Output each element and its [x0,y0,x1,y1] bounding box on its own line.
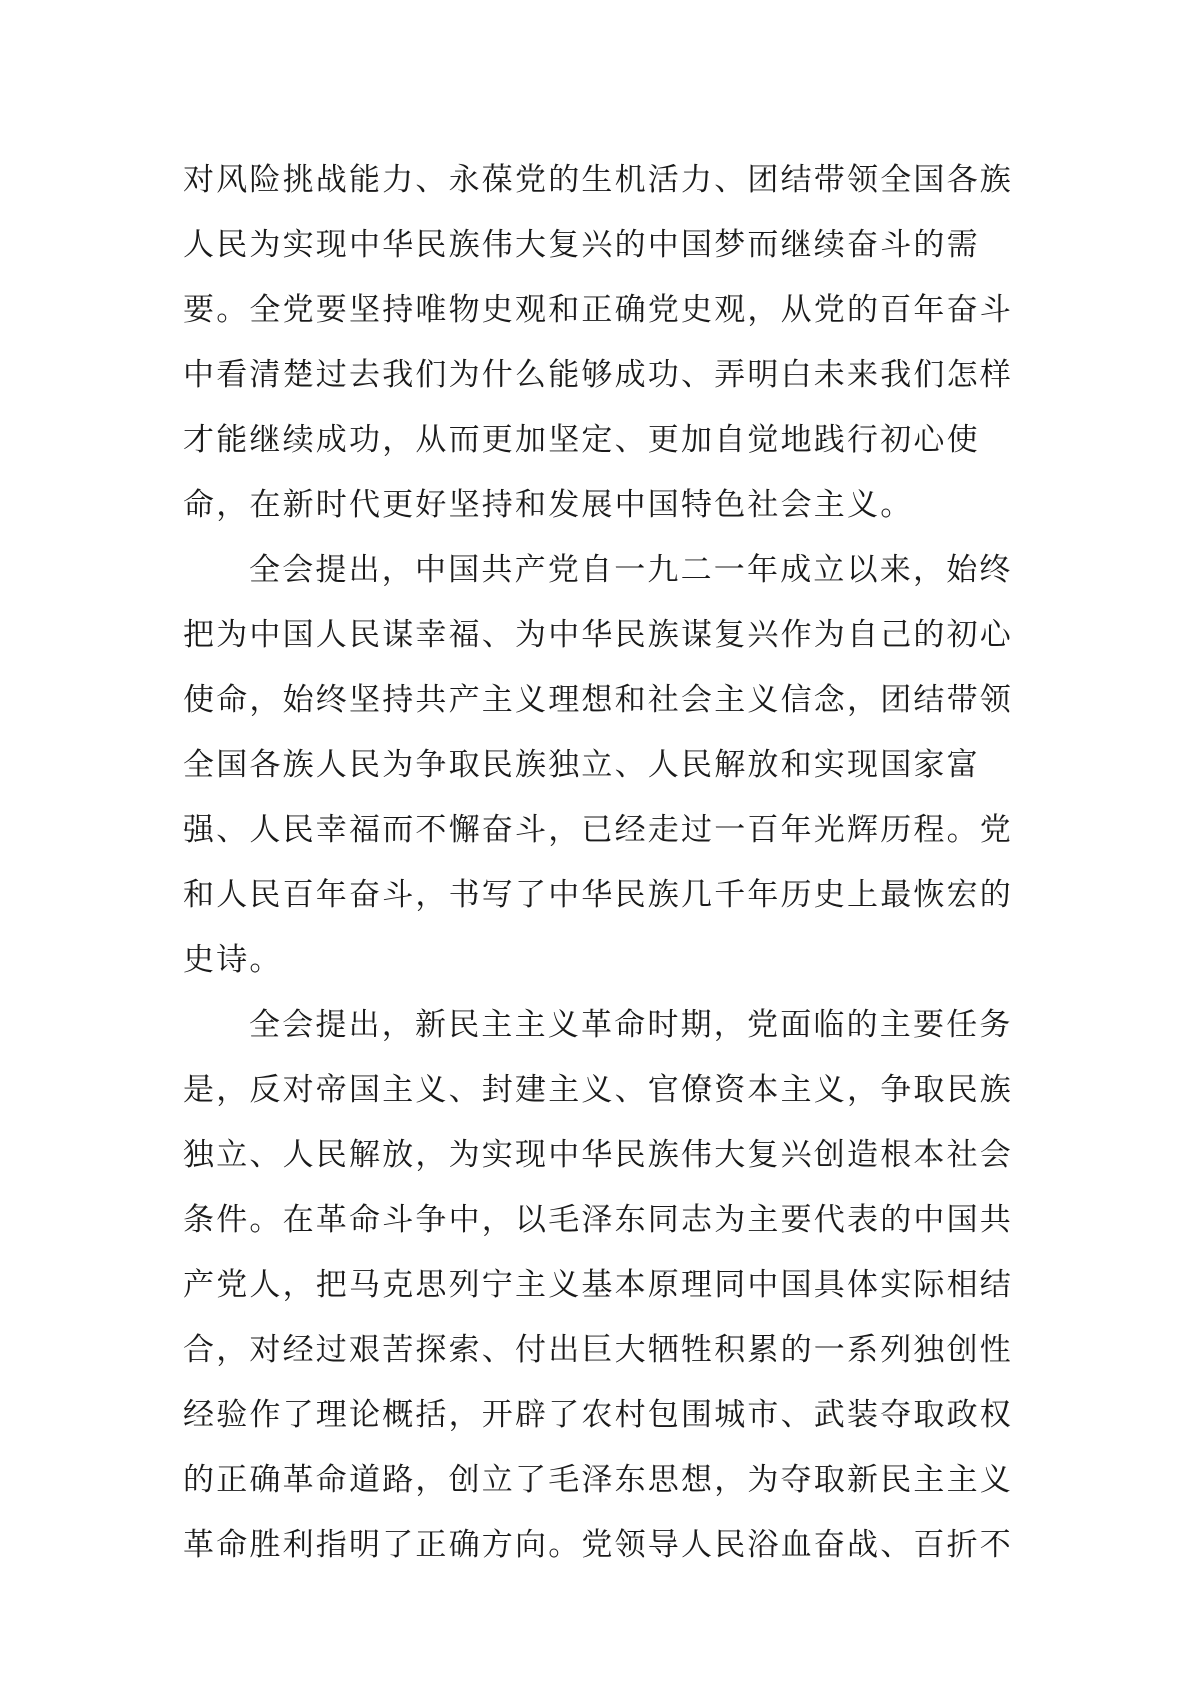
text-line: 要。全党要坚持唯物史观和正确党史观，从党的百年奋斗 [183,292,1013,328]
text-line: 全会提出，新民主主义革命时期，党面临的主要任务 [249,1007,1013,1043]
paragraph-1 [183,148,1013,538]
text-line: 产党人，把马克思列宁主义基本原理同中国具体实际相结 [183,1267,1013,1303]
text-line: 全会提出，中国共产党自一九二一年成立以来，始终 [249,552,1013,588]
text-line: 对风险挑战能力、永葆党的生机活力、团结带领全国各族 [183,162,1013,198]
text-line: 革命胜利指明了正确方向。党领导人民浴血奋战、百折不 [183,1527,1013,1563]
text-line: 中看清楚过去我们为什么能够成功、弄明白未来我们怎样 [183,357,1013,393]
text-line: 经验作了理论概括，开辟了农村包围城市、武装夺取政权 [183,1397,1013,1433]
text-line: 全国各族人民为争取民族独立、人民解放和实现国家富 [183,747,980,783]
text-line: 使命，始终坚持共产主义理想和社会主义信念，团结带领 [183,682,1013,718]
text-line: 独立、人民解放，为实现中华民族伟大复兴创造根本社会 [183,1137,1013,1173]
text-line: 强、人民幸福而不懈奋斗，已经走过一百年光辉历程。党 [183,812,1013,848]
text-line: 条件。在革命斗争中，以毛泽东同志为主要代表的中国共 [183,1202,1013,1238]
text-line: 才能继续成功，从而更加坚定、更加自觉地践行初心使 [183,422,980,458]
text-line: 人民为实现中华民族伟大复兴的中国梦而继续奋斗的需 [183,227,980,263]
text-line: 合，对经过艰苦探索、付出巨大牺牲积累的一系列独创性 [183,1332,1013,1368]
text-line: 史诗。 [183,942,283,978]
text-line: 的正确革命道路，创立了毛泽东思想，为夺取新民主主义 [183,1462,1013,1498]
text-line: 命，在新时代更好坚持和发展中国特色社会主义。 [183,487,914,523]
document-body [183,148,1013,1578]
paragraph-2 [183,538,1013,993]
text-line: 是，反对帝国主义、封建主义、官僚资本主义，争取民族 [183,1072,1013,1108]
paragraph-3 [183,993,1013,1578]
text-line: 和人民百年奋斗，书写了中华民族几千年历史上最恢宏的 [183,877,1013,913]
text-line: 把为中国人民谋幸福、为中华民族谋复兴作为自己的初心 [183,617,1013,653]
